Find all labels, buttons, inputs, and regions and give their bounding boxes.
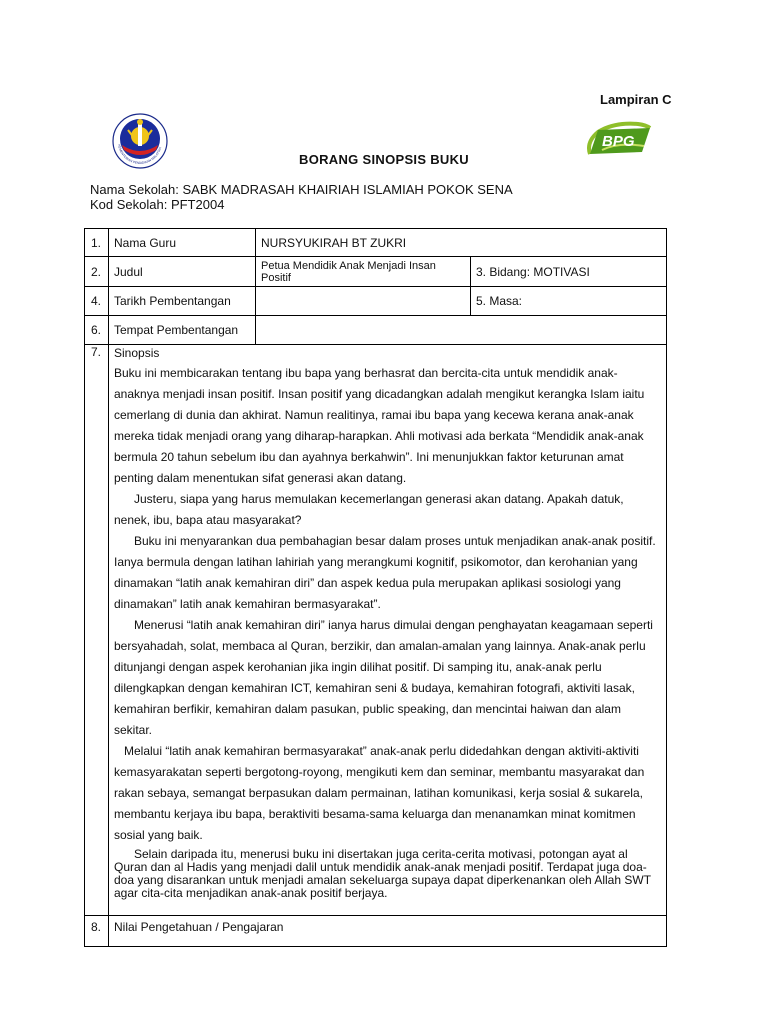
bpg-logo-text: BPG <box>602 133 635 150</box>
form-row-nilai <box>85 916 667 947</box>
field-label: Tempat Pembentangan <box>109 316 256 345</box>
page-title: BORANG SINOPSIS BUKU <box>299 152 469 167</box>
form-row-tempat <box>85 316 667 345</box>
book-title-value[interactable]: Petua Mendidik Anak Menjadi Insan Positif <box>256 257 471 287</box>
row-number: 8. <box>85 916 109 947</box>
form-row-judul <box>85 257 667 287</box>
form-row-tarikh <box>85 287 667 316</box>
synopsis-form <box>84 228 667 947</box>
form-row-sinopsis <box>85 345 667 916</box>
form-row-nama-guru <box>85 229 667 257</box>
teacher-name-value[interactable]: NURSYUKIRAH BT ZUKRI <box>256 229 667 257</box>
presentation-place-value[interactable] <box>256 316 667 345</box>
school-name: Nama Sekolah: SABK MADRASAH KHAIRIAH ISLAMIAH POKOK SENA <box>90 182 513 197</box>
school-code: Kod Sekolah: PFT2004 <box>90 197 225 212</box>
synopsis-cell[interactable] <box>109 345 667 916</box>
row-number: 7. <box>85 345 109 916</box>
synopsis-paragraph: Justeru, siapa yang harus memulakan kecemerlangan generasi akan datang. Apakah datuk, nenek, ibu, bapa atau masyarakat? <box>114 492 624 527</box>
synopsis-paragraph: Melalui “latih anak kemahiran bermasyarakat” anak-anak perlu didedahkan dengan aktiviti-aktiviti kemasyarakatan seperti bergotong-royong, mengikuti kem dan seminar, membantu masyarakat dan rakan sebaya, semangat berpasukan dalam permainan, latihan komunikasi, kerja sosial & sukarela, membantu kerjaya ibu bapa, beraktiviti besama-sama keluarga dan menanamkan minat komitmen sosial yang baik. <box>114 744 645 842</box>
masa-field[interactable]: 5. Masa: <box>471 287 667 316</box>
row-number: 1. <box>85 229 109 257</box>
nilai-label[interactable]: Nilai Pengetahuan / Pengajaran <box>109 916 667 947</box>
synopsis-paragraph: Buku ini membicarakan tentang ibu bapa yang berhasrat dan bercita-cita untuk mendidik anak-anaknya menjadi insan positif. Insan positif yang dicadangkan adalah mengikut kerangka Islam iaitu cemerlang di dunia dan akhirat. Namun realitinya, ramai ibu bapa yang kecewa kerana anak-anak mereka tidak menjadi orang yang diharap-harapkan. Ahli motivasi ada berkata “Mendidik anak-anak bermula 20 tahun sebelum ibu dan ayahnya berkahwin”. Ini menunjukkan faktor keturunan amat penting dalam menentukan sifat generasi akan datang. <box>114 366 645 485</box>
synopsis-label: Sinopsis <box>114 346 160 360</box>
synopsis-paragraph: Selain daripada itu, menerusi buku ini disertakan juga cerita-cerita motivasi, potongan ayat al Quran dan al Hadis yang menjadi dalil untuk mendidik anak-anak menjadi positif. Terdapat juga doa-doa yang disarankan untuk menjadi amalan sekeluarga supaya dapat diperkenankan oleh Allah SWT agar cita-cita menjadikan anak-anak positif berjaya. <box>114 847 651 900</box>
field-label: Tarikh Pembentangan <box>109 287 256 316</box>
synopsis-paragraph: Buku ini menyarankan dua pembahagian besar dalam proses untuk menjadikan anak-anak positif. Ianya bermula dengan latihan lahiriah yang merangkumi kognitif, psikomotor, dan kerohanian yang dinamakan “latih anak kemahiran diri” dan aspek kedua pula merupakan aplikasi sosiologi yang dinamakan” latih anak kemahiran bermasyarakat”. <box>114 534 656 611</box>
lampiran-label: Lampiran C <box>600 92 672 107</box>
field-label: Judul <box>109 257 256 287</box>
field-label: Nama Guru <box>109 229 256 257</box>
row-number: 6. <box>85 316 109 345</box>
ministry-logo-ring-text: KEMENTERIAN PENDIDIKAN MALAYSIA <box>117 144 163 166</box>
bidang-field[interactable]: 3. Bidang: MOTIVASI <box>471 257 667 287</box>
row-number: 2. <box>85 257 109 287</box>
synopsis-paragraph: Menerusi “latih anak kemahiran diri” ianya harus dimulai dengan penghayatan keagamaan seperti bersyahadah, solat, membaca al Quran, berzikir, dan amalan-amalan yang lainnya. Anak-anak perlu ditunjangi dengan aspek kerohanian jika ingin dilihat positif. Di samping itu, anak-anak perlu dilengkapkan dengan kemahiran ICT, kemahiran seni & budaya, kemahiran fotografi, aktiviti lasak, kemahiran berfikir, kemahiran dalam pasukan, public speaking, dan mencintai haiwan dan alam sekitar. <box>114 618 653 737</box>
presentation-date-value[interactable] <box>256 287 471 316</box>
row-number: 4. <box>85 287 109 316</box>
